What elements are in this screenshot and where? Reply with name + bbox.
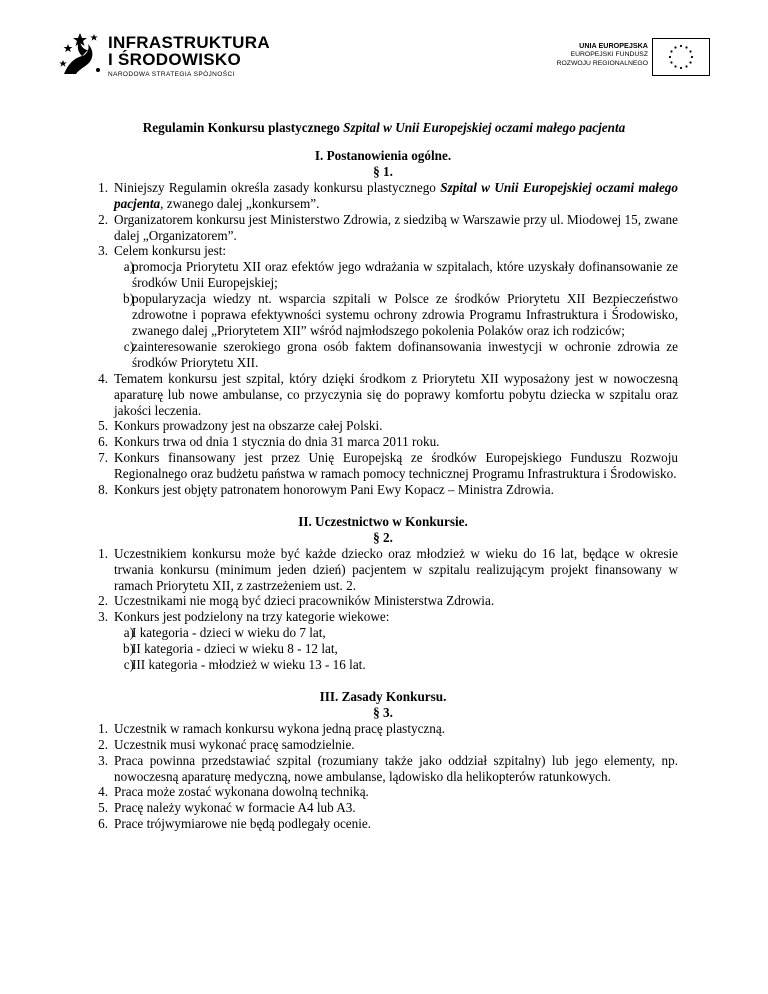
item-number: 1. [98,179,108,195]
item-text: Konkurs finansowany jest przez Unię Europejską ze środków Europejskiego Funduszu Rozwoju Regionalnego oraz budżetu państwa w ramach pomocy technicznej Programu Infrastruktura i Środowisko. [114,450,678,482]
item-text: Celem konkursu jest: [114,243,227,259]
item-number: 3. [98,243,108,259]
list-item [88,434,678,450]
list-item [88,180,678,212]
item-number: 1. [98,545,108,561]
document-body [88,148,678,832]
sub-list-item [114,291,678,339]
sub-item-letter: a) [123,259,134,275]
item-text: Uczestnik w ramach konkursu wykona jedną pracę plastyczną. [114,720,446,736]
sub-list-item [114,339,678,371]
item-text: Organizatorem konkursu jest Ministerstwo Zdrowia, z siedzibą w Warszawie przy ul. Miodowej 15, zwane dalej „Organizatorem”. [114,211,678,243]
eu-flag-icon [652,38,710,76]
section-heading: I. Postanowienia ogólne. [314,148,452,163]
eu-star-mark [680,45,682,47]
item-text: Konkurs jest podzielony na trzy kategorie wiekowe: [114,609,390,625]
title-prefix: Regulamin Konkursu plastycznego [142,120,344,135]
eu-logo-text [540,41,648,68]
item-number: 5. [98,418,108,434]
section-spacer [88,498,678,514]
list-item [88,753,678,785]
eu-star-mark [685,46,687,48]
item-number: 2. [98,211,108,227]
logo-subtitle: NARODOWA STRATEGIA SPÓJNOŚCI [108,71,235,78]
eu-logo [540,38,710,78]
stars-figure-icon [58,30,104,76]
item-number: 2. [98,736,108,752]
item-text-emphasis: Szpital w Unii Europejskiej oczami małego pacjenta [114,179,678,211]
infrastruktura-logo [58,30,318,80]
item-text: Konkurs prowadzony jest na obszarze całej Polski. [114,418,383,434]
item-text: Prace trójwymiarowe nie będą podlegały ocenie. [114,816,372,832]
list-item [88,593,678,609]
sub-list-item [114,625,678,641]
item-number: 4. [98,784,108,800]
eu-star-mark [680,67,682,69]
list-item [88,737,678,753]
eu-star-mark [691,56,693,58]
item-number: 4. [98,370,108,386]
section-heading: II. Uczestnictwo w Konkursie. [298,513,468,529]
section-list [88,180,678,498]
section-spacer [88,673,678,689]
item-number: 3. [98,609,108,625]
sub-item-letter: c) [123,338,134,354]
paragraph-number: § 1. [373,163,393,179]
item-number: 2. [98,593,108,609]
section-list [88,546,678,673]
eu-star-mark [669,56,671,58]
item-text: Praca powinna przedstawiać szpital (rozumiany także jako oddział szpitalny) lub jego elementy, np. nowoczesną aparaturę medyczną, nowe ambulanse, lądowisko dla helikopterów ratunkowych. [114,752,678,784]
sub-item-text: popularyzacja wiedzy nt. wsparcia szpitali w Polsce ze środków Priorytetu XII Bezpieczeństwo zdrowotne i poprawa efektywności systemu ochrony zdrowia Programu Infrastruktura i Środowisko, zwanego dalej „Priorytetem XII” wśród najmłodszego pokolenia Polaków oraz ich rodziców; [132,291,678,338]
item-number: 5. [98,800,108,816]
eu-logo-line1: UNIA EUROPEJSKA [579,41,648,50]
section-heading: III. Zasady Konkursu. [319,689,447,704]
item-text: Niniejszy Regulamin określa zasady konkursu plastycznego [114,179,441,195]
list-item [88,546,678,594]
sub-item-letter: b) [123,641,134,657]
item-text: Uczestnikiem konkursu może być każde dziecko oraz młodzież w wieku do 16 lat, będące w okresie trwania konkursu (minimum jeden dzień) pacjentem w szpitalu realizującym projekt finansowany w ramach Priorytetu XII, z zastrzeżeniem ust. 2. [114,545,678,593]
eu-logo-line2: EUROPEJSKI FUNDUSZ [570,51,648,58]
title-italic: Szpital w Unii Europejskiej oczami małego pacjenta [343,120,626,135]
list-item [88,418,678,434]
sub-item-text: zainteresowanie szerokiego grona osób faktem dofinansowania inwestycji w ochronie zdrowia ze środków Priorytetu XII. [132,338,678,370]
logo-title-line1: INFRASTRUKTURA [108,33,270,52]
document-title [0,120,768,136]
eu-logo-line3: ROZWOJU REGIONALNEGO [556,60,648,67]
list-item [88,721,678,737]
section-list [88,721,678,832]
sub-item-text: promocja Priorytetu XII oraz efektów jego wdrażania w szpitalach, które uzyskały dofinansowanie ze środków Unii Europejskiej; [132,259,678,291]
sub-item-letter: c) [123,657,134,673]
eu-star-mark [670,50,672,52]
page-header [0,0,768,90]
item-number: 6. [98,816,108,832]
list-item [88,482,678,498]
paragraph-number: § 2. [373,529,393,545]
item-number: 3. [98,752,108,768]
item-number: 6. [98,434,108,450]
list-item [88,784,678,800]
eu-star-mark [674,65,676,67]
item-number: 1. [98,720,108,736]
list-item [88,800,678,816]
eu-star-mark [689,50,691,52]
sub-list-item [114,641,678,657]
eu-star-mark [685,65,687,67]
paragraph-number: § 3. [373,704,393,720]
sub-item-letter: b) [123,291,134,307]
list-item [88,371,678,419]
eu-star-mark [689,61,691,63]
sub-item-text: III kategoria - młodzież w wieku 13 - 16 lat. [132,657,366,673]
item-number: 7. [98,450,108,466]
logo-title-line2: I ŚRODOWISKO [108,50,241,69]
item-text: Uczestnikami nie mogą być dzieci pracowników Ministerstwa Zdrowia. [114,593,495,609]
item-text: Praca może zostać wykonana dowolną techniką. [114,784,369,800]
item-number: 8. [98,482,108,498]
list-item [88,212,678,244]
sub-item-text: I kategoria - dzieci w wieku do 7 lat, [132,625,326,641]
list-item [88,816,678,832]
item-text: Uczestnik musi wykonać pracę samodzielnie. [114,736,355,752]
item-text: Konkurs jest objęty patronatem honorowym Pani Ewy Kopacz – Ministra Zdrowia. [114,482,554,498]
eu-star-mark [674,46,676,48]
sub-item-letter: a) [123,625,134,641]
item-text: , zwanego dalej „konkursem”. [160,195,320,211]
item-text: Tematem konkursu jest szpital, który dzięki środkom z Priorytetu XII wyposażony jest w nowoczesną aparaturę lub nowe ambulanse, co przyczynia się do poprawy komfortu pobytu dziecka w szpitalu oraz jakości leczenia. [114,370,678,418]
item-text: Pracę należy wykonać w formacie A4 lub A3. [114,800,356,816]
sub-item-text: II kategoria - dzieci w wieku 8 - 12 lat, [132,641,338,657]
list-item [88,609,678,673]
sub-list [114,259,678,370]
item-text: Konkurs trwa od dnia 1 stycznia do dnia 31 marca 2011 roku. [114,434,440,450]
sub-list [114,625,678,673]
sub-list-item [114,259,678,291]
eu-star-mark [670,61,672,63]
sub-list-item [114,657,678,673]
list-item [88,243,678,370]
list-item [88,450,678,482]
